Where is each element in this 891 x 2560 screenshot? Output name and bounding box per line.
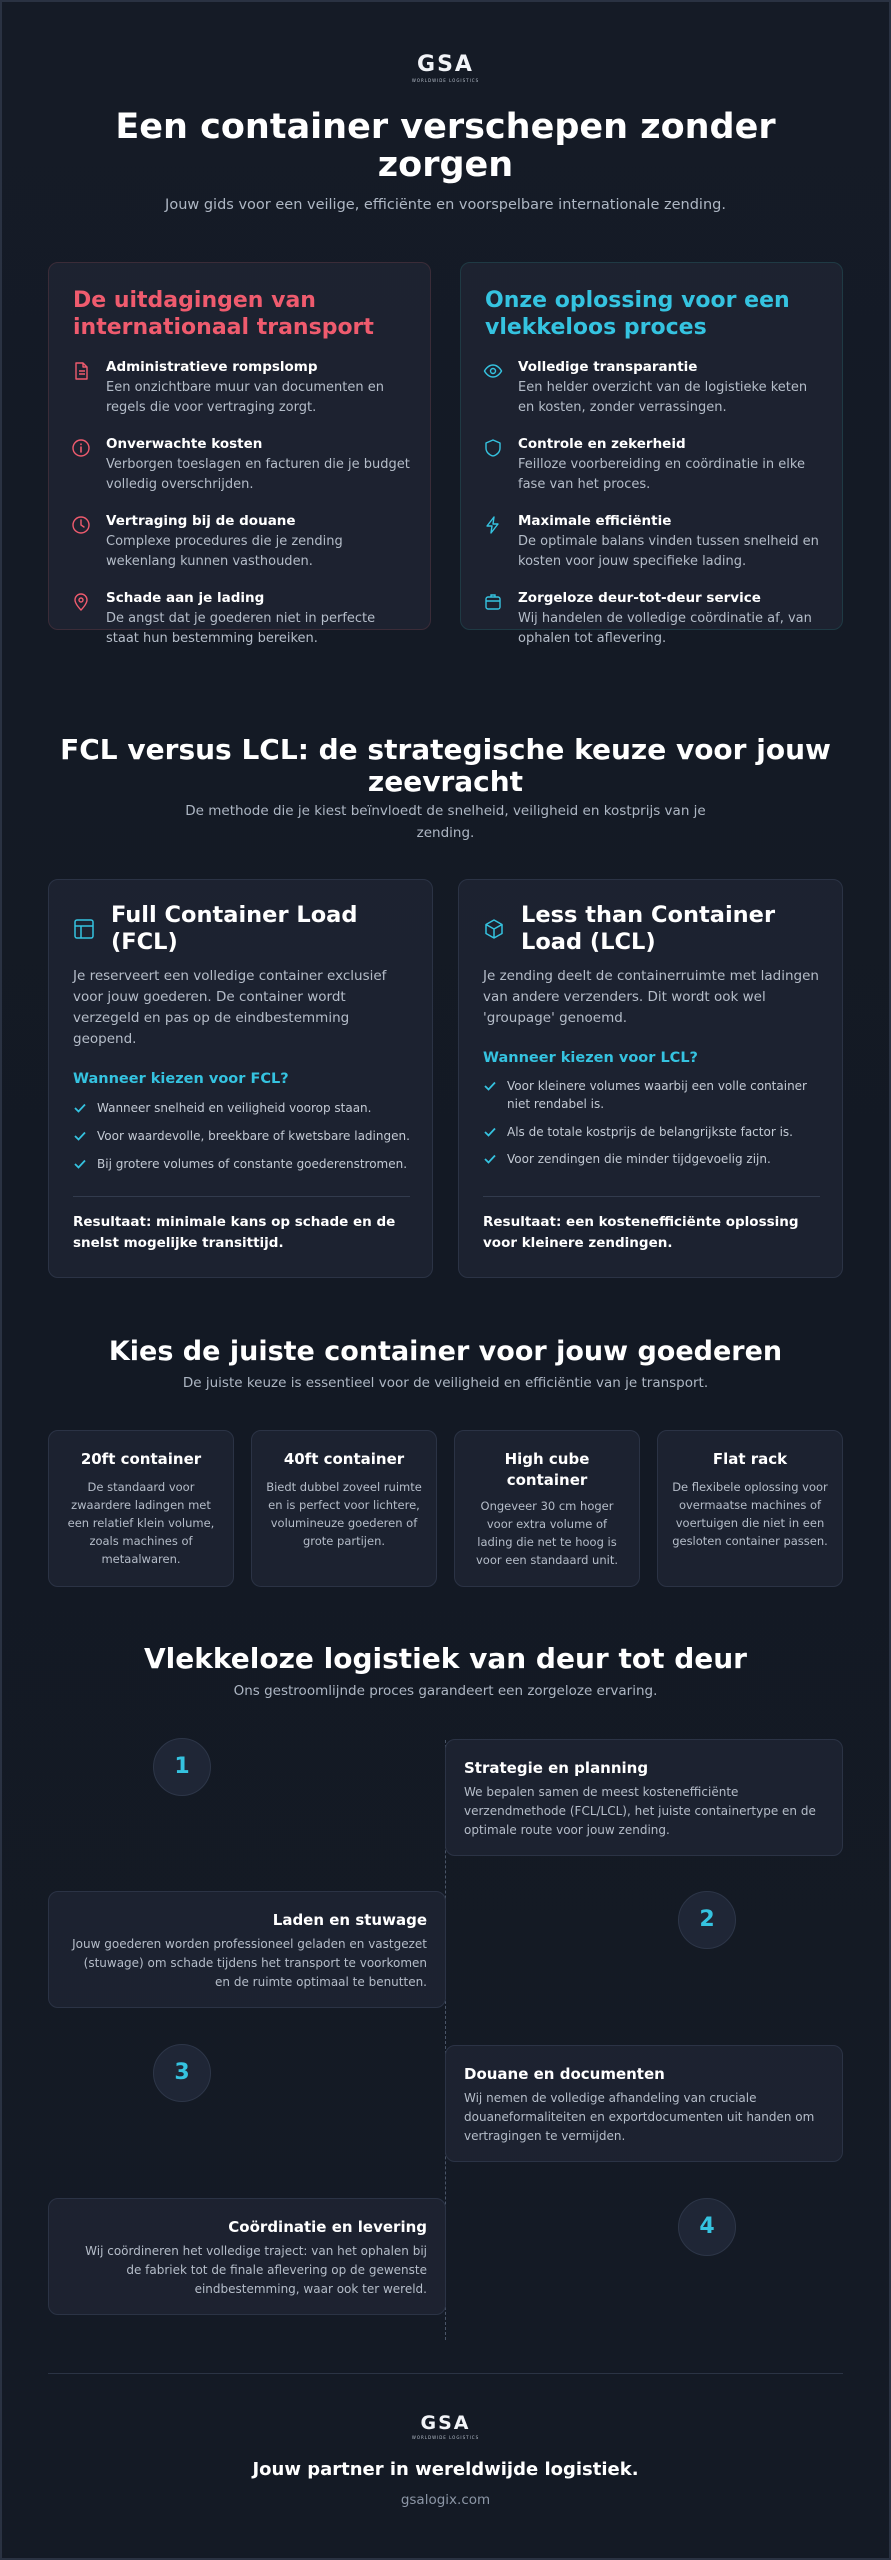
challenge-title: Schade aan je lading (106, 590, 265, 606)
challenge-title: Vertraging bij de douane (106, 513, 296, 529)
container-type-text: Ongeveer 30 cm hoger voor extra volume of lading die net te hoog is voor een standaard unit. (475, 1499, 618, 1567)
process-title: Vlekkeloze logistiek van deur tot deur (144, 1642, 747, 1675)
step-card (48, 1891, 446, 2008)
container-card-high-cube (454, 1430, 640, 1587)
lcl-title: Less than Container Load (LCL) (521, 902, 776, 955)
step-number: 4 (678, 2198, 736, 2256)
fcl-intro: Je reserveert een volledige container exclusief voor jouw goederen. De container wordt verzegeld en pas op de eindbestemming geopend. (73, 968, 387, 1047)
step-text: Wij nemen de volledige afhandeling van cruciale douaneformaliteiten en exportdocumenten uit handen om vertragingen te vermijden. (464, 2091, 815, 2143)
shield-icon (483, 438, 503, 458)
check-icon (483, 1079, 497, 1093)
step-title: Strategie en planning (464, 1759, 649, 1777)
container-layout-icon (73, 918, 95, 940)
lcl-result: Resultaat: een kostenefficiënte oplossing voor kleinere zendingen. (483, 1214, 799, 1251)
step-number: 3 (153, 2044, 211, 2102)
lightning-icon (483, 515, 503, 535)
containers-title: Kies de juiste container voor jouw goederen (108, 1336, 783, 1367)
info-icon (71, 438, 91, 458)
solution-item-text: Een helder overzicht van de logistieke keten en kosten, zonder verrassingen. (518, 380, 808, 415)
footer-tagline: Jouw partner in wereldwijde logistiek. (252, 2459, 639, 2480)
lcl-when: Wanneer kiezen voor LCL? (483, 1050, 698, 1066)
challenge-text: Een onzichtbare muur van documenten en regels die voor vertraging zorgt. (106, 380, 384, 415)
compare-title: FCL versus LCL: de strategische keuze voor jouw zeevracht (60, 733, 831, 798)
check-icon (73, 1101, 87, 1115)
step-title: Laden en stuwage (272, 1911, 427, 1929)
container-card-20ft (48, 1430, 234, 1587)
footer-logo (0, 2412, 891, 2440)
lcl-card: Less than Container Load (LCL) Je zending deelt de containerruimte met ladingen van andere verzenders. Dit wordt ook wel 'groupage' genoemd. Wanneer kiezen voor LCL? Voor kleinere volumes waarbij een volle container niet rendabel is. Als de totale kostprijs de belangrijkste factor is. Voor zendingen die minder tijdgevoelig zijn. Resultaat: een kostenefficiënte oplossing voor kleinere zendingen. (458, 879, 843, 1278)
footer-divider (48, 2373, 843, 2374)
step-card (48, 2198, 446, 2315)
logo-tagline: WORLDWIDE LOGISTICS (411, 2435, 480, 2440)
step-number: 2 (678, 1891, 736, 1949)
step-title: Douane en documenten (464, 2065, 665, 2083)
container-card-40ft (251, 1430, 437, 1587)
containers-subtitle: De juiste keuze is essentieel voor de veiligheid en efficiëntie van je transport. (182, 1375, 709, 1391)
step-text: Jouw goederen worden professioneel geladen en vastgezet (stuwage) om schade tijdens het transport te voorkomen en de ruimte optimaal te benutten. (72, 1937, 427, 1989)
divider (483, 1196, 820, 1197)
step-text: Wij coördineren het volledige traject: van het ophalen bij de fabriek tot de finale aflevering op de gewenste eindbestemming, waar ook ter wereld. (85, 2244, 427, 2296)
container-type-title: 20ft container (80, 1450, 202, 1468)
solution-item-title: Zorgeloze deur-tot-deur service (518, 590, 761, 606)
solution-title: Onze oplossing voor een vlekkeloos proces (485, 288, 790, 340)
solution-card (460, 262, 843, 646)
step-title: Coördinatie en levering (228, 2218, 427, 2236)
challenge-title: Administratieve rompslomp (106, 359, 318, 375)
challenge-text: De angst dat je goederen niet in perfecte staat hun bestemming bereiken. (106, 611, 376, 646)
document-icon (71, 361, 91, 381)
lcl-intro: Je zending deelt de containerruimte met ladingen van andere verzenders. Dit wordt ook wel 'groupage' genoemd. (483, 968, 819, 1026)
hero-subtitle: Jouw gids voor een veilige, efficiënte en voorspelbare internationale zending. (165, 197, 726, 213)
footer-url[interactable]: gsalogix.com (400, 2492, 491, 2508)
compare-subtitle: De methode die je kiest beïnvloedt de snelheid, veiligheid en kostprijs van je zending. (185, 803, 706, 841)
challenge-text: Verborgen toeslagen en facturen die je budget volledig overschrijden. (106, 457, 410, 492)
solution-item-title: Volledige transparantie (518, 359, 698, 375)
solution-item-title: Controle en zekerheid (518, 436, 686, 452)
fcl-result: Resultaat: minimale kans op schade en de snelst mogelijke transittijd. (73, 1214, 396, 1251)
container-type-text: De standaard voor zwaardere ladingen met een relatief klein volume, zoals machines of metaalwaren. (67, 1480, 215, 1566)
fcl-when: Wanneer kiezen voor FCL? (73, 1071, 289, 1087)
brand-logo (0, 52, 891, 83)
hero-title: Een container verschepen zonder zorgen (115, 107, 776, 185)
solution-item-text: Wij handelen de volledige coördinatie af, van ophalen tot aflevering. (518, 611, 812, 646)
step-number: 1 (153, 1738, 211, 1796)
container-card-flat-rack (657, 1430, 843, 1587)
logo-tagline: WORLDWIDE LOGISTICS (411, 78, 480, 83)
check-icon (73, 1157, 87, 1171)
challenges-card (48, 262, 431, 646)
step-card (445, 1739, 843, 1856)
container-type-title: Flat rack (712, 1450, 788, 1468)
challenge-text: Complexe procedures die je zending wekenlang kunnen vasthouden. (106, 534, 343, 569)
fcl-card: Full Container Load (FCL) Je reserveert een volledige container exclusief voor jouw goederen. De container wordt verzegeld en pas op de eindbestemming geopend. Wanneer kiezen voor FCL? Wanneer snelheid en veiligheid voorop staan. Voor waardevolle, breekbare of kwetsbare ladingen. Bij grotere volumes of constante goederenstromen. Resultaat: minimale kans op schade en de snelst mogelijke transittijd. (48, 879, 433, 1278)
eye-icon (483, 361, 503, 381)
package-icon (483, 592, 503, 612)
divider (73, 1196, 410, 1197)
step-card (445, 2045, 843, 2162)
container-type-text: Biedt dubbel zoveel ruimte en is perfect voor lichtere, volumineuze goederen of grote partijen. (266, 1480, 422, 1548)
container-type-title: High cube container (504, 1450, 590, 1489)
container-type-text: De flexibele oplossing voor overmaatse machines of voertuigen die niet in een gesloten container passen. (672, 1480, 828, 1548)
logo-mark: GSA (417, 52, 474, 77)
clock-icon (71, 515, 91, 535)
challenges-title: De uitdagingen van internationaal transport (73, 288, 374, 340)
solution-item-title: Maximale efficiëntie (518, 513, 672, 529)
solution-item-text: Feilloze voorbereiding en coördinatie in elke fase van het proces. (518, 457, 805, 492)
box-icon (483, 918, 505, 940)
container-type-title: 40ft container (283, 1450, 405, 1468)
fcl-title: Full Container Load (FCL) (111, 902, 358, 955)
check-icon (483, 1125, 497, 1139)
process-subtitle: Ons gestroomlijnde proces garandeert een zorgeloze ervaring. (233, 1683, 658, 1699)
check-icon (483, 1152, 497, 1166)
location-pin-icon (71, 592, 91, 612)
check-icon (73, 1129, 87, 1143)
step-text: We bepalen samen de meest kostenefficiënte verzendmethode (FCL/LCL), het juiste containertype en de optimale route voor jouw zending. (464, 1785, 816, 1837)
logo-mark: GSA (420, 2412, 471, 2434)
solution-item-text: De optimale balans vinden tussen snelheid en kosten voor jouw specifieke lading. (518, 534, 819, 569)
challenge-title: Onverwachte kosten (106, 436, 263, 452)
